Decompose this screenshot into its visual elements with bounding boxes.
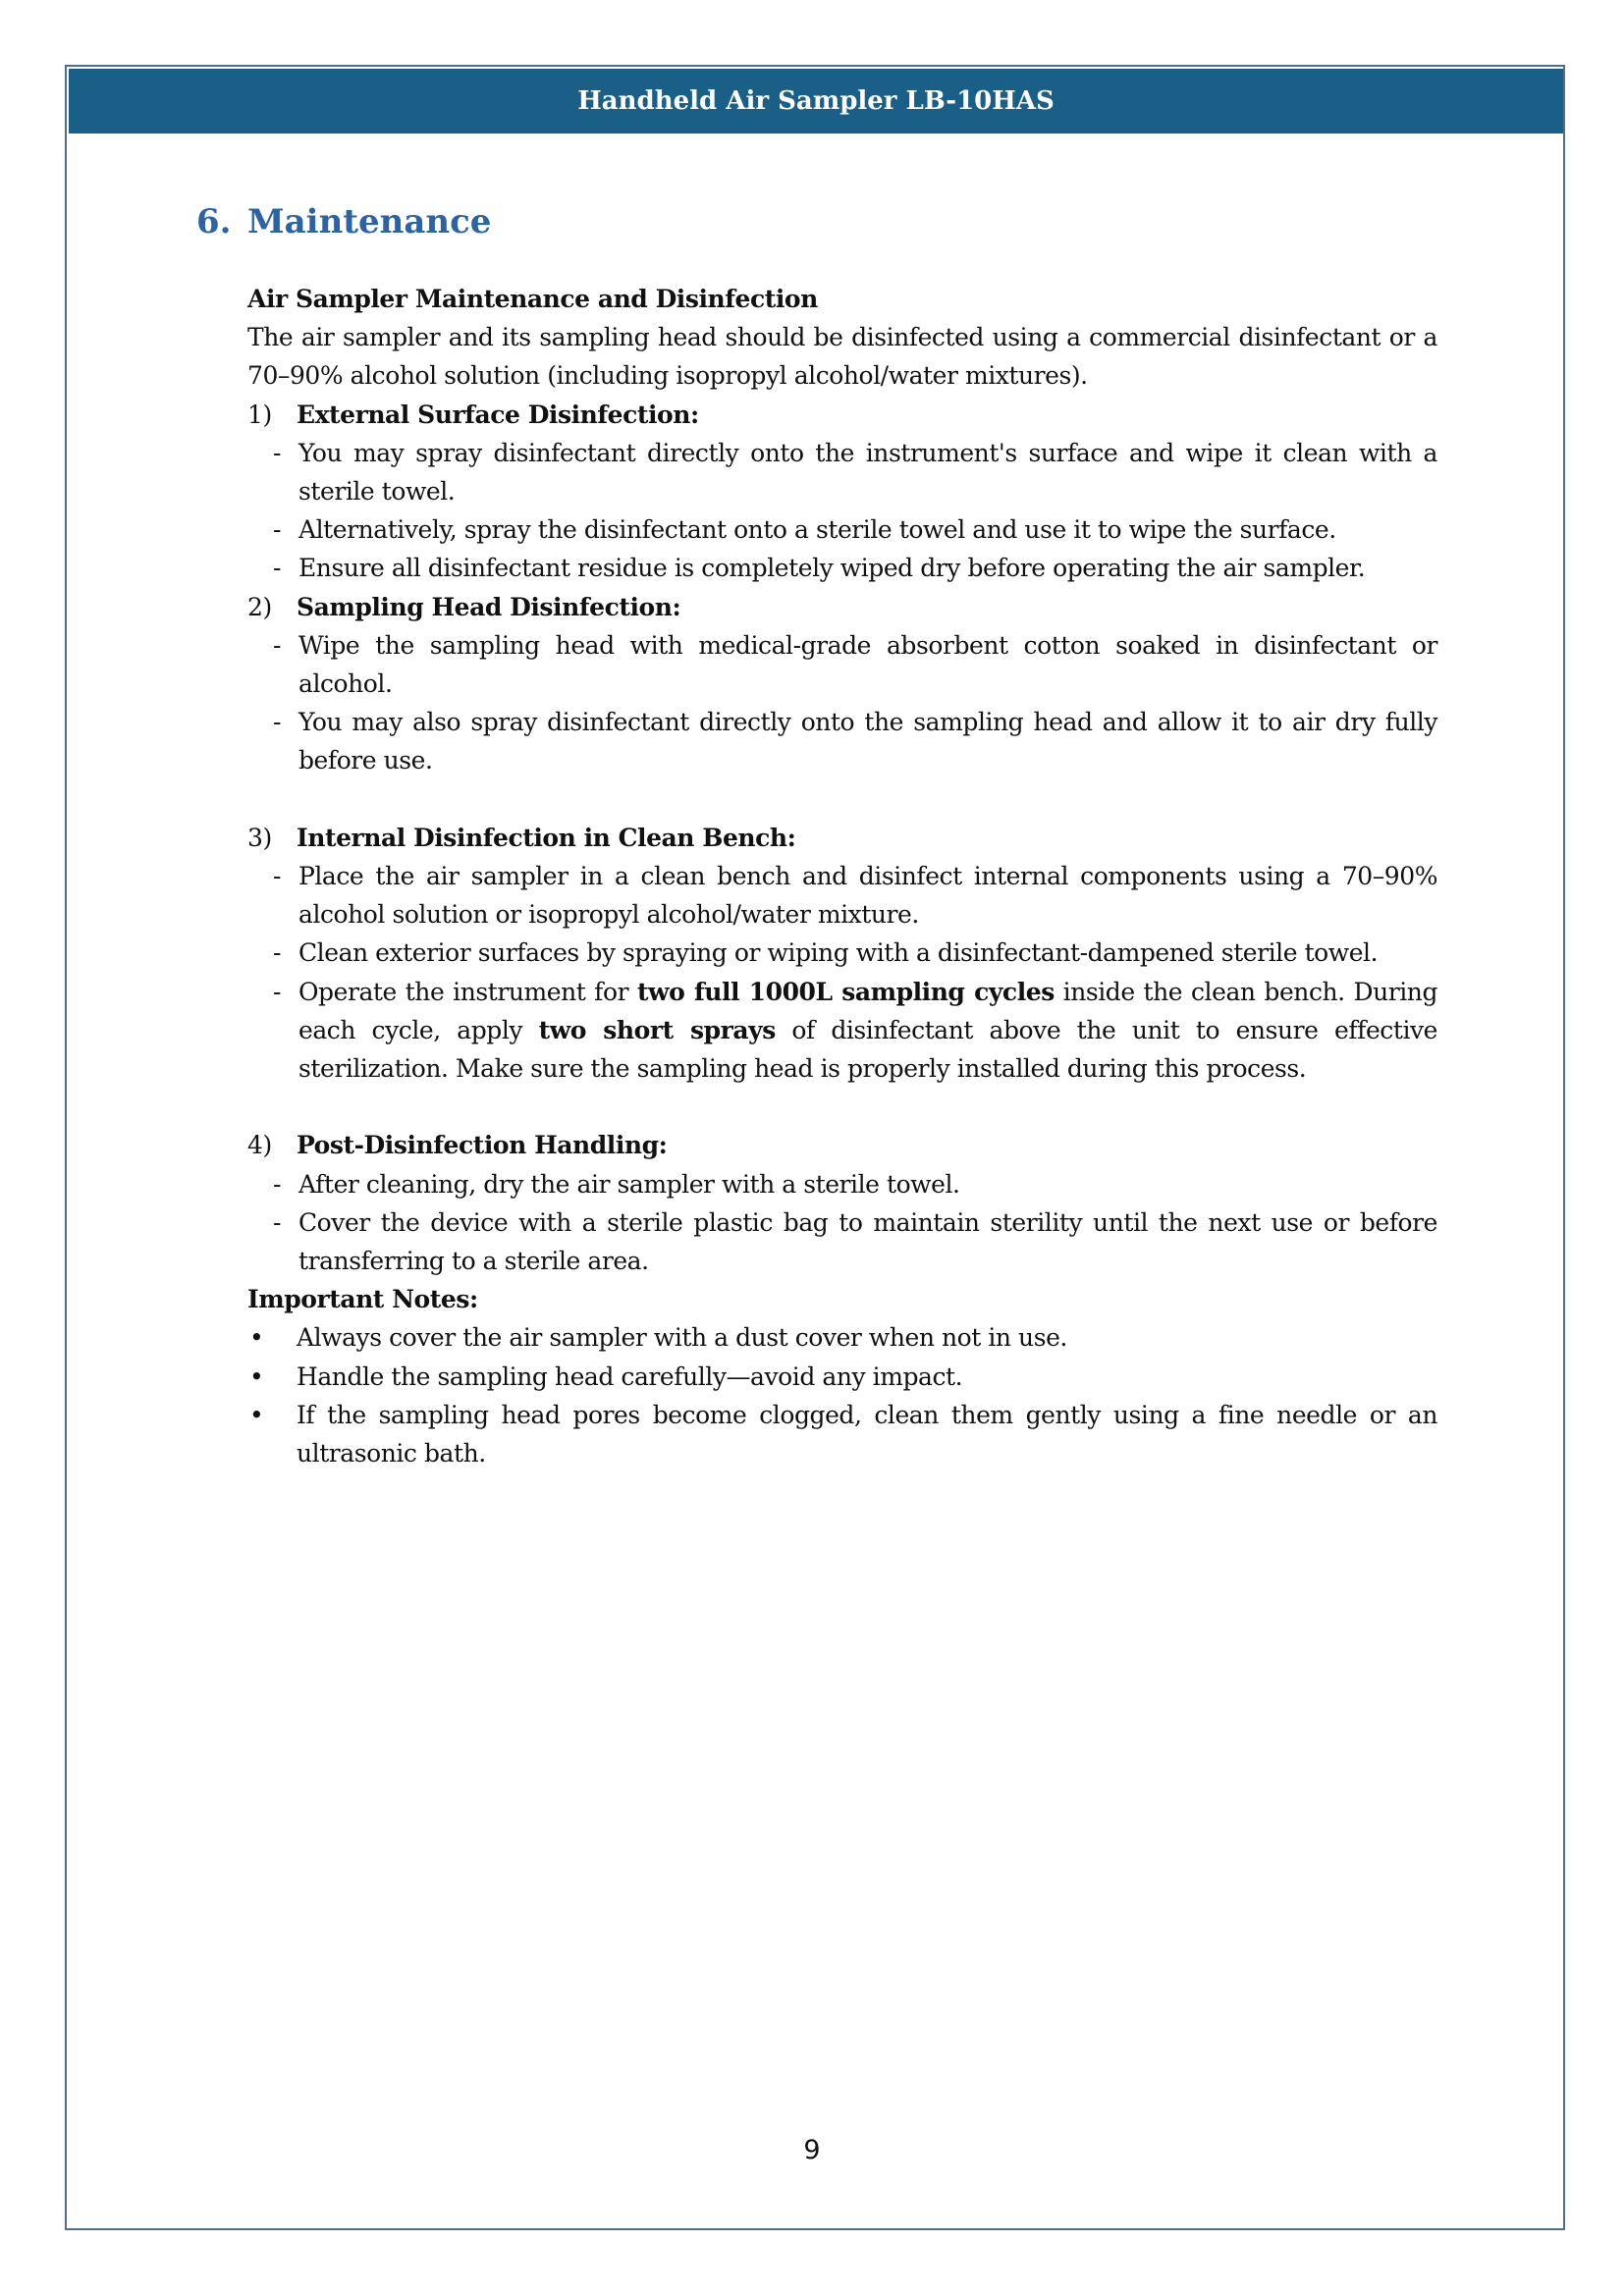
step-items: [247, 626, 1437, 780]
dash-marker: -: [273, 1169, 281, 1199]
list-item: • If the sampling head pores become clogged, clean them gently using a fine needle or an ultrasonic bath.: [247, 1396, 1437, 1472]
dash-marker: -: [273, 1207, 281, 1237]
step-number: 3): [247, 823, 272, 852]
step-title: Post-Disinfection Handling:: [297, 1131, 668, 1160]
dash-marker: -: [273, 438, 281, 467]
list-item: - Cover the device with a sterile plastic bag to maintain sterility until the next use or before transferring to a sterile area.: [247, 1203, 1437, 1280]
document-body: [247, 280, 1437, 1472]
intro-text: The air sampler and its sampling head should be disinfected using a commercial disinfectant or a 70–90% alcohol solution (including isopropyl alcohol/water mixtures).: [247, 323, 1437, 391]
list-item: - After cleaning, dry the air sampler with a sterile towel.: [247, 1165, 1437, 1203]
dash-marker: -: [273, 554, 281, 583]
dash-marker: -: [273, 977, 281, 1006]
step-number: 4): [247, 1131, 272, 1160]
bullet-icon: •: [249, 1323, 264, 1353]
dash-marker: -: [273, 515, 281, 545]
step-heading: [247, 396, 1437, 434]
section-heading: [196, 196, 491, 247]
document-title: Handheld Air Sampler LB-10HAS: [577, 86, 1055, 116]
list-item: - Alternatively, spray the disinfectant onto a sterile towel and use it to wipe the surface.: [247, 510, 1437, 549]
notes-list: [247, 1318, 1437, 1472]
list-item: • Handle the sampling head carefully—avoid any impact.: [247, 1358, 1437, 1396]
list-item: - Place the air sampler in a clean bench and disinfect internal components using a 70–90% alcohol solution or isopropyl alcohol/water mixture.: [247, 857, 1437, 934]
step-heading: [247, 819, 1437, 857]
list-item: • Always cover the air sampler with a dust cover when not in use.: [247, 1318, 1437, 1357]
section-title: Maintenance: [247, 202, 492, 241]
page-number: 9: [803, 2135, 821, 2165]
bullet-icon: •: [249, 1400, 264, 1429]
dash-marker: -: [273, 862, 281, 891]
step-title: Internal Disinfection in Clean Bench:: [297, 823, 796, 852]
step-title: Sampling Head Disinfection:: [297, 592, 681, 621]
intro-heading: Air Sampler Maintenance and Disinfection: [247, 285, 818, 313]
dash-marker: -: [273, 938, 281, 968]
step-items: [247, 1165, 1437, 1281]
dash-marker: -: [273, 708, 281, 737]
list-item: - Clean exterior surfaces by spraying or wiping with a disinfectant-dampened sterile towel.: [247, 934, 1437, 972]
list-item: - Wipe the sampling head with medical-grade absorbent cotton soaked in disinfectant or alcohol.: [247, 626, 1437, 703]
list-item: - You may spray disinfectant directly onto the instrument's surface and wipe it clean with a sterile towel.: [247, 434, 1437, 510]
step-number: 1): [247, 400, 272, 429]
list-item: - Operate the instrument for two full 1000L sampling cycles inside the clean bench. During each cycle, apply two short sprays of disinfectant above the unit to ensure effective sterilization. Make sure the sampling head is properly installed during this process.: [247, 973, 1437, 1089]
notes-heading: Important Notes:: [247, 1285, 478, 1314]
list-item: - Ensure all disinfectant residue is completely wiped dry before operating the air sampler.: [247, 549, 1437, 587]
dash-marker: -: [273, 630, 281, 660]
step-items: [247, 434, 1437, 588]
step-title: External Surface Disinfection:: [297, 400, 699, 429]
step-heading: [247, 588, 1437, 626]
step-number: 2): [247, 592, 272, 621]
step-heading: [247, 1126, 1437, 1164]
step-items: [247, 857, 1437, 1088]
list-item: - You may also spray disinfectant directly onto the sampling head and allow it to air dry fully before use.: [247, 703, 1437, 779]
section-number: 6.: [196, 202, 232, 241]
bullet-icon: •: [249, 1362, 264, 1391]
document-header: [69, 69, 1563, 133]
